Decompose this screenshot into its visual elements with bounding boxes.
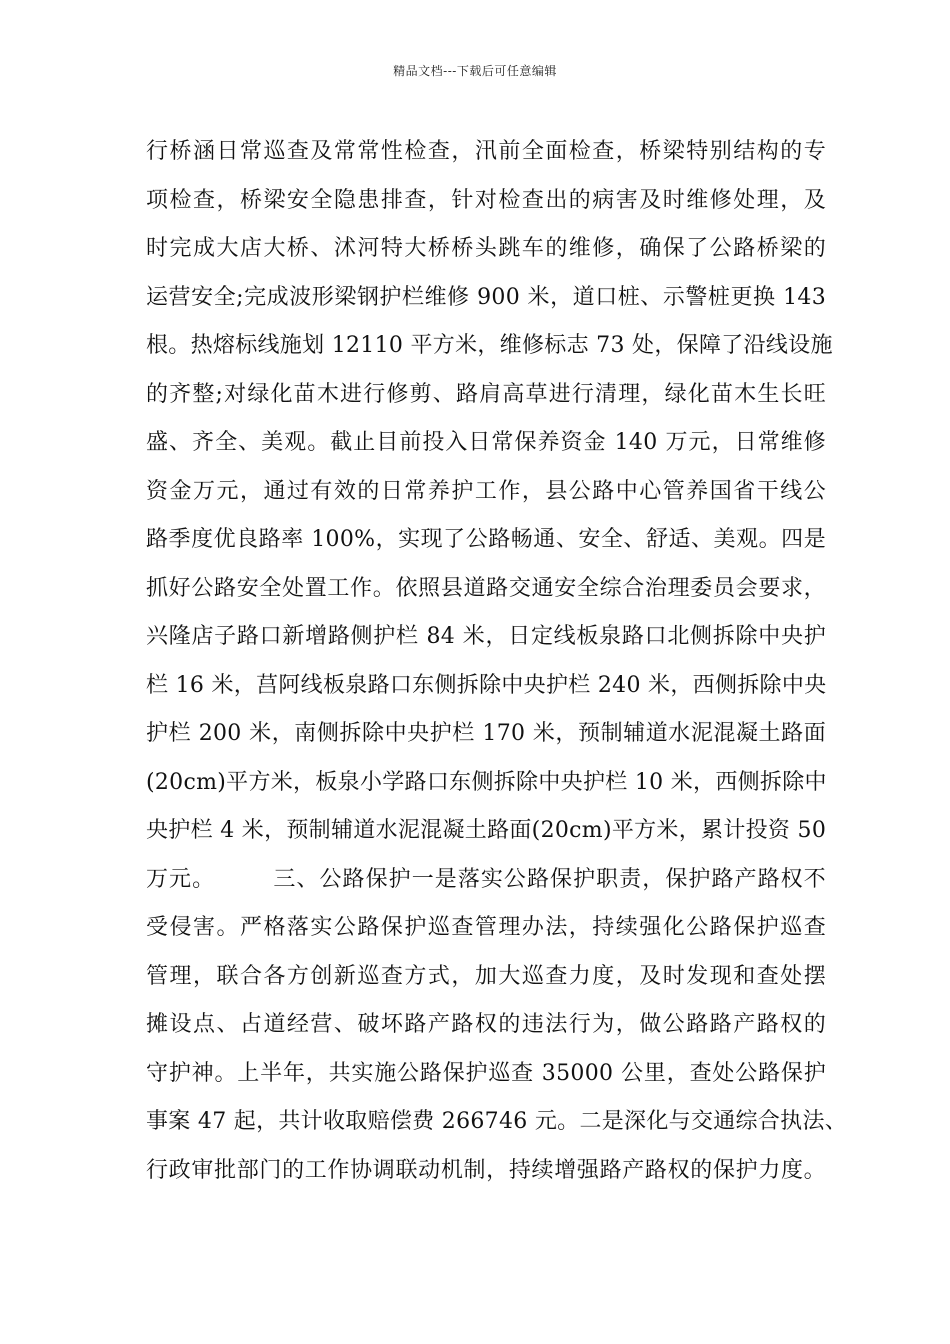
text-line: 守护神。上半年，共实施公路保护巡查 35000 公里，查处公路保护	[146, 1060, 826, 1086]
text-line: 盛、齐全、美观。截止目前投入日常保养资金 140 万元，日常维修	[146, 430, 826, 455]
text-line: 根。热熔标线施划 12110 平方米，维修标志 73 处，保障了沿线设施	[146, 333, 833, 358]
text-line: 万元。 三、公路保护一是落实公路保护职责，保护路产路权不	[146, 866, 826, 892]
text-line: 的齐整;对绿化苗木进行修剪、路肩高草进行清理，绿化苗木生长旺	[146, 381, 826, 407]
text-line: (20cm)平方米，板泉小学路口东侧拆除中央护栏 10 米，西侧拆除中	[146, 769, 827, 795]
text-line: 行政审批部门的工作协调联动机制，持续增强路产路权的保护力度。	[146, 1157, 826, 1183]
text-line: 抓好公路安全处置工作。依照县道路交通安全综合治理委员会要求，	[146, 575, 826, 601]
text-line: 受侵害。严格落实公路保护巡查管理办法，持续强化公路保护巡查	[146, 915, 826, 940]
text-line: 兴隆店子路口新增路侧护栏 84 米，日定线板泉路口北侧拆除中央护	[146, 624, 826, 649]
text-line: 管理，联合各方创新巡查方式，加大巡查力度，及时发现和查处摆	[146, 963, 826, 989]
text-line: 护栏 200 米，南侧拆除中央护栏 170 米，预制辅道水泥混凝土路面	[146, 721, 826, 746]
text-line: 行桥涵日常巡查及常常性检查，汛前全面检查，桥梁特别结构的专	[146, 139, 826, 164]
text-line: 摊设点、占道经营、破坏路产路权的违法行为，做公路路产路权的	[146, 1012, 826, 1037]
page-header: 精品文档---下载后可任意编辑	[393, 64, 557, 78]
text-line: 栏 16 米，莒阿线板泉路口东侧拆除中央护栏 240 米，西侧拆除中央	[146, 672, 827, 698]
text-line: 资金万元，通过有效的日常养护工作，县公路中心管养国省干线公	[146, 478, 826, 504]
text-line: 项检查，桥梁安全隐患排查，针对检查出的病害及时维修处理，及	[146, 187, 826, 213]
text-line: 事案 47 起，共计收取赔偿费 266746 元。二是深化与交通综合执法、	[146, 1109, 848, 1134]
text-line: 运营安全;完成波形梁钢护栏维修 900 米，道口桩、示警桩更换 143	[146, 284, 826, 310]
text-line: 时完成大店大桥、沭河特大桥桥头跳车的维修，确保了公路桥梁的	[146, 236, 826, 261]
body-text	[146, 128, 848, 1195]
text-line: 央护栏 4 米，预制辅道水泥混凝土路面(20cm)平方米，累计投资 50	[146, 818, 827, 843]
text-line: 路季度优良路率 100%，实现了公路畅通、安全、舒适、美观。四是	[146, 527, 826, 552]
